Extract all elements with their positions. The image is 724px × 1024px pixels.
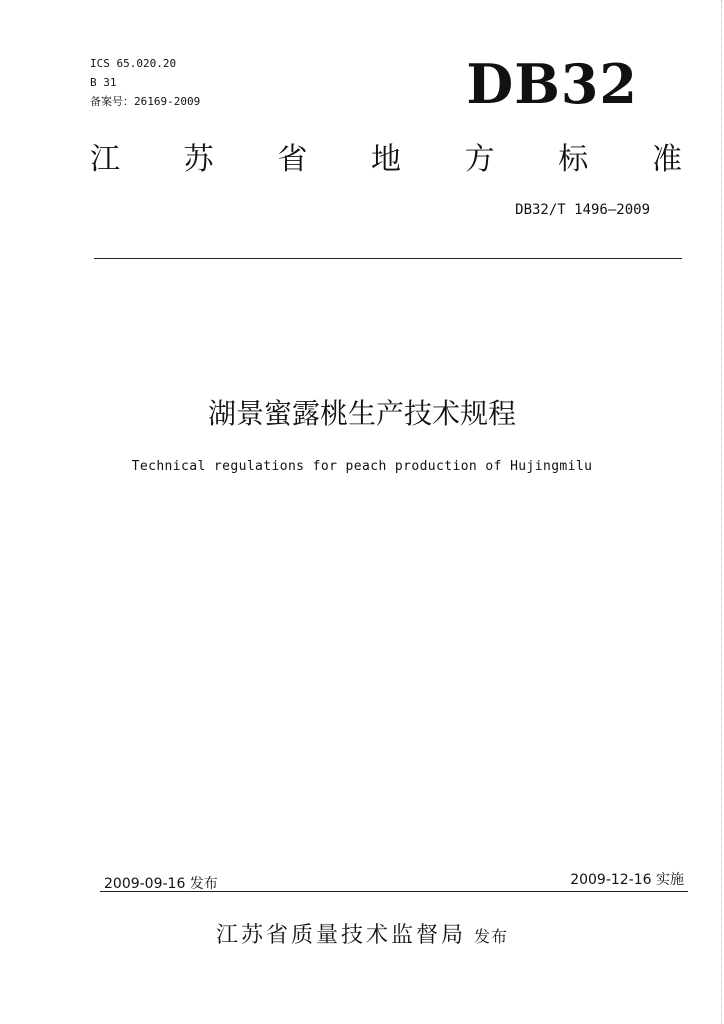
heading-char: 准 <box>651 142 682 177</box>
heading-char: 地 <box>370 142 401 177</box>
db32-logo: DB32 <box>466 52 638 116</box>
header-divider <box>94 258 682 259</box>
ics-code: ICS 65.020.20 <box>90 57 177 70</box>
scan-edge-line <box>720 0 722 1024</box>
heading-char: 江 <box>90 142 120 177</box>
heading-char: 方 <box>464 142 495 177</box>
issuing-authority <box>0 918 724 949</box>
standard-number: DB32/T 1496—2009 <box>515 202 650 218</box>
implementation-date: 2009-12-16 实施 <box>570 872 684 888</box>
document-title-en: Technical regulations for peach production of Hujingmilu <box>131 459 593 474</box>
issuer-name: 江苏省质量技术监督局 <box>215 923 466 948</box>
filing-number: 备案号：26169-2009 <box>90 95 201 108</box>
issue-date: 2009-09-16 发布 <box>104 876 218 892</box>
standard-type-heading <box>90 134 682 178</box>
footer-divider <box>100 891 688 892</box>
heading-char: 标 <box>558 142 589 177</box>
issuer-suffix: 发布 <box>474 927 509 946</box>
heading-char: 省 <box>277 142 308 177</box>
document-title-cn: 湖景蜜露桃生产技术规程 <box>207 397 516 430</box>
heading-char: 苏 <box>183 142 214 177</box>
classification-code: B 31 <box>90 76 117 89</box>
